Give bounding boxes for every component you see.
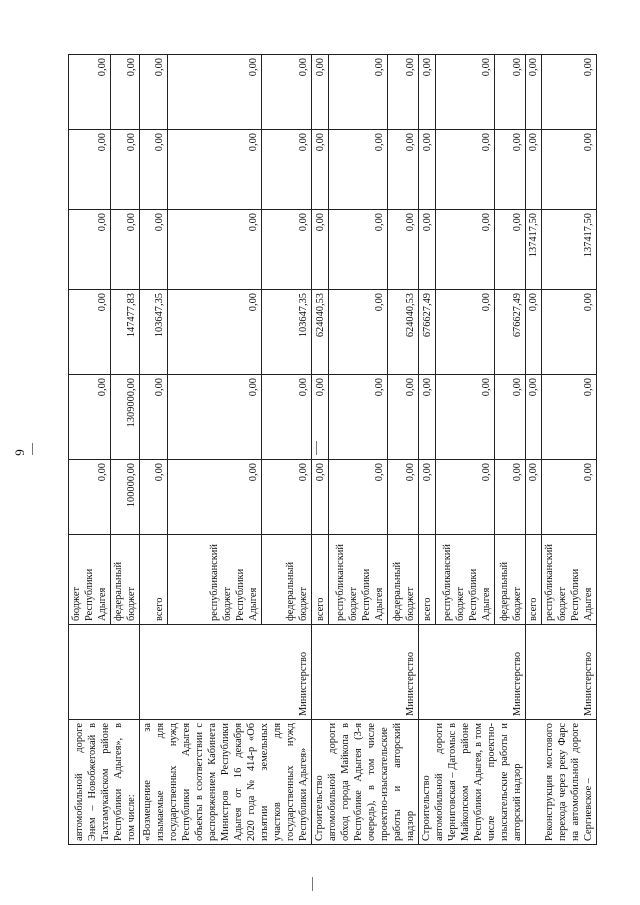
amount-cell: 103647,35 [140, 290, 168, 375]
page-number: 9 [12, 449, 27, 456]
margin-tick [32, 443, 33, 455]
amount-cell: 0,00 [387, 375, 418, 460]
amount-cell: 0,00 [542, 55, 597, 130]
amount-cell: 0,00 [69, 55, 111, 130]
funding-source-cell: республиканский бюджет Республики Адыгея [436, 535, 495, 625]
object-name-cell: Строительство автомобильной дороги обход города Майкопа в Республике Адыгея (3-я очередь), в том числе проектно-изыскательские работы и авторский надзор [312, 720, 419, 845]
amount-cell: 0,00 [387, 130, 418, 210]
amount-cell: 0,00 [419, 375, 436, 460]
table-row [312, 55, 329, 845]
amount-cell: 0,00 [69, 210, 111, 290]
amount-cell: 0,00 [436, 375, 495, 460]
responsible-cell [69, 625, 140, 720]
amount-cell: 0,00 [526, 290, 542, 375]
amount-cell: 0,00 [494, 55, 525, 130]
budget-table-body [69, 55, 597, 845]
amount-cell: 103647,35 [262, 290, 312, 375]
amount-cell: 0,00 [526, 55, 542, 130]
amount-cell: 0,00 [69, 375, 111, 460]
amount-cell: 0,00 [262, 130, 312, 210]
amount-cell: 0,00 [312, 55, 329, 130]
object-name-cell: Строительство автомобильной дороги Черниговская – Дагомыс в Майкопском районе Республики Адыгея, в том числе проектно-изыскательские работы и авторский надзор [419, 720, 526, 845]
amount-cell: 0,00 [167, 290, 262, 375]
funding-source-cell: всего [419, 535, 436, 625]
amount-cell: 0,00 [436, 55, 495, 130]
amount-cell: 0,00 [329, 130, 388, 210]
amount-cell: 0,00 [167, 130, 262, 210]
amount-cell: 137417,50 [542, 210, 597, 290]
amount-cell: 0,00 [542, 130, 597, 210]
amount-cell: 0,00 [111, 130, 140, 210]
amount-cell: 0,00 [140, 130, 168, 210]
amount-cell: 0,00 [167, 55, 262, 130]
amount-cell: 0,00 [542, 290, 597, 375]
amount-cell: 676627,49 [494, 290, 525, 375]
amount-cell: 0,00 [387, 210, 418, 290]
amount-cell: 0,00 [262, 55, 312, 130]
amount-cell: 0,00 [262, 210, 312, 290]
amount-cell: 100000,00 [111, 460, 140, 535]
margin-tick [316, 441, 317, 455]
amount-cell: 0,00 [69, 130, 111, 210]
amount-cell: 0,00 [167, 460, 262, 535]
amount-cell: 147477,83 [111, 290, 140, 375]
amount-cell: 1309000,00 [111, 375, 140, 460]
object-name-cell: Реконструкция мостового перехода через реку Фарс на автомобильной дороге Сергиевское – [526, 720, 597, 845]
budget-table [68, 54, 597, 845]
funding-source-cell: республиканский бюджет Республики Адыгея [329, 535, 388, 625]
amount-cell: 0,00 [329, 210, 388, 290]
funding-source-cell: республиканский бюджет Республики Адыгея [542, 535, 597, 625]
table-row [419, 55, 436, 845]
amount-cell: 0,00 [312, 210, 329, 290]
amount-cell: 0,00 [167, 375, 262, 460]
amount-cell: 0,00 [329, 290, 388, 375]
responsible-cell: Министерство [419, 625, 526, 720]
amount-cell: 0,00 [494, 375, 525, 460]
amount-cell: 0,00 [69, 460, 111, 535]
amount-cell: 0,00 [542, 375, 597, 460]
amount-cell: 0,00 [111, 210, 140, 290]
amount-cell: 624040,53 [312, 290, 329, 375]
funding-source-cell: федеральный бюджет [111, 535, 140, 625]
amount-cell: 0,00 [387, 55, 418, 130]
funding-source-cell: всего [312, 535, 329, 625]
table-row [140, 55, 168, 845]
amount-cell: 0,00 [140, 460, 168, 535]
amount-cell: 0,00 [436, 210, 495, 290]
object-name-cell: автомобильной дороге Энем – Новобжегокай в Тахтамукайском районе Республики Адыгея», в том числе: [69, 720, 140, 845]
responsible-cell: Министерство [140, 625, 312, 720]
amount-cell: 0,00 [111, 55, 140, 130]
amount-cell: 0,00 [419, 130, 436, 210]
amount-cell: 0,00 [140, 55, 168, 130]
funding-source-cell: всего [140, 535, 168, 625]
amount-cell: 0,00 [69, 290, 111, 375]
amount-cell: 0,00 [436, 460, 495, 535]
amount-cell: 0,00 [167, 210, 262, 290]
amount-cell: 0,00 [140, 375, 168, 460]
amount-cell: 0,00 [262, 460, 312, 535]
table-row [69, 55, 111, 845]
object-name-cell: «Возмещение за изымаемые для государственных нужд Республики Адыгея объекты в соответствии с распоряжением Кабинета Министров Республики Адыгея от 16 декабря 2020 года № 414-р «Об изъятии земельных участков для государственных нужд Республики Адыгея» [140, 720, 312, 845]
amount-cell: 0,00 [419, 55, 436, 130]
amount-cell: 0,00 [312, 375, 329, 460]
amount-cell: 137417,50 [526, 210, 542, 290]
amount-cell: 0,00 [494, 210, 525, 290]
amount-cell: 0,00 [387, 460, 418, 535]
amount-cell: 0,00 [312, 130, 329, 210]
responsible-cell: Министерство [526, 625, 597, 720]
responsible-cell: Министерство [312, 625, 419, 720]
amount-cell: 0,00 [542, 460, 597, 535]
amount-cell: 0,00 [526, 375, 542, 460]
amount-cell: 0,00 [312, 460, 329, 535]
amount-cell: 624040,53 [387, 290, 418, 375]
amount-cell: 0,00 [526, 460, 542, 535]
amount-cell: 0,00 [140, 210, 168, 290]
amount-cell: 0,00 [419, 210, 436, 290]
funding-source-cell: федеральный бюджет [494, 535, 525, 625]
funding-source-cell: бюджет Республики Адыгея [69, 535, 111, 625]
amount-cell: 0,00 [329, 375, 388, 460]
amount-cell: 0,00 [419, 460, 436, 535]
amount-cell: 0,00 [329, 55, 388, 130]
funding-source-cell: всего [526, 535, 542, 625]
funding-source-cell: федеральный бюджет [262, 535, 312, 625]
amount-cell: 0,00 [436, 130, 495, 210]
amount-cell: 0,00 [494, 130, 525, 210]
amount-cell: 0,00 [494, 460, 525, 535]
margin-tick [312, 877, 313, 891]
funding-source-cell: республиканский бюджет Республики Адыгея [167, 535, 262, 625]
amount-cell: 0,00 [526, 130, 542, 210]
amount-cell: 0,00 [329, 460, 388, 535]
amount-cell: 676627,49 [419, 290, 436, 375]
amount-cell: 0,00 [262, 375, 312, 460]
funding-source-cell: федеральный бюджет [387, 535, 418, 625]
table-row [526, 55, 542, 845]
amount-cell: 0,00 [436, 290, 495, 375]
